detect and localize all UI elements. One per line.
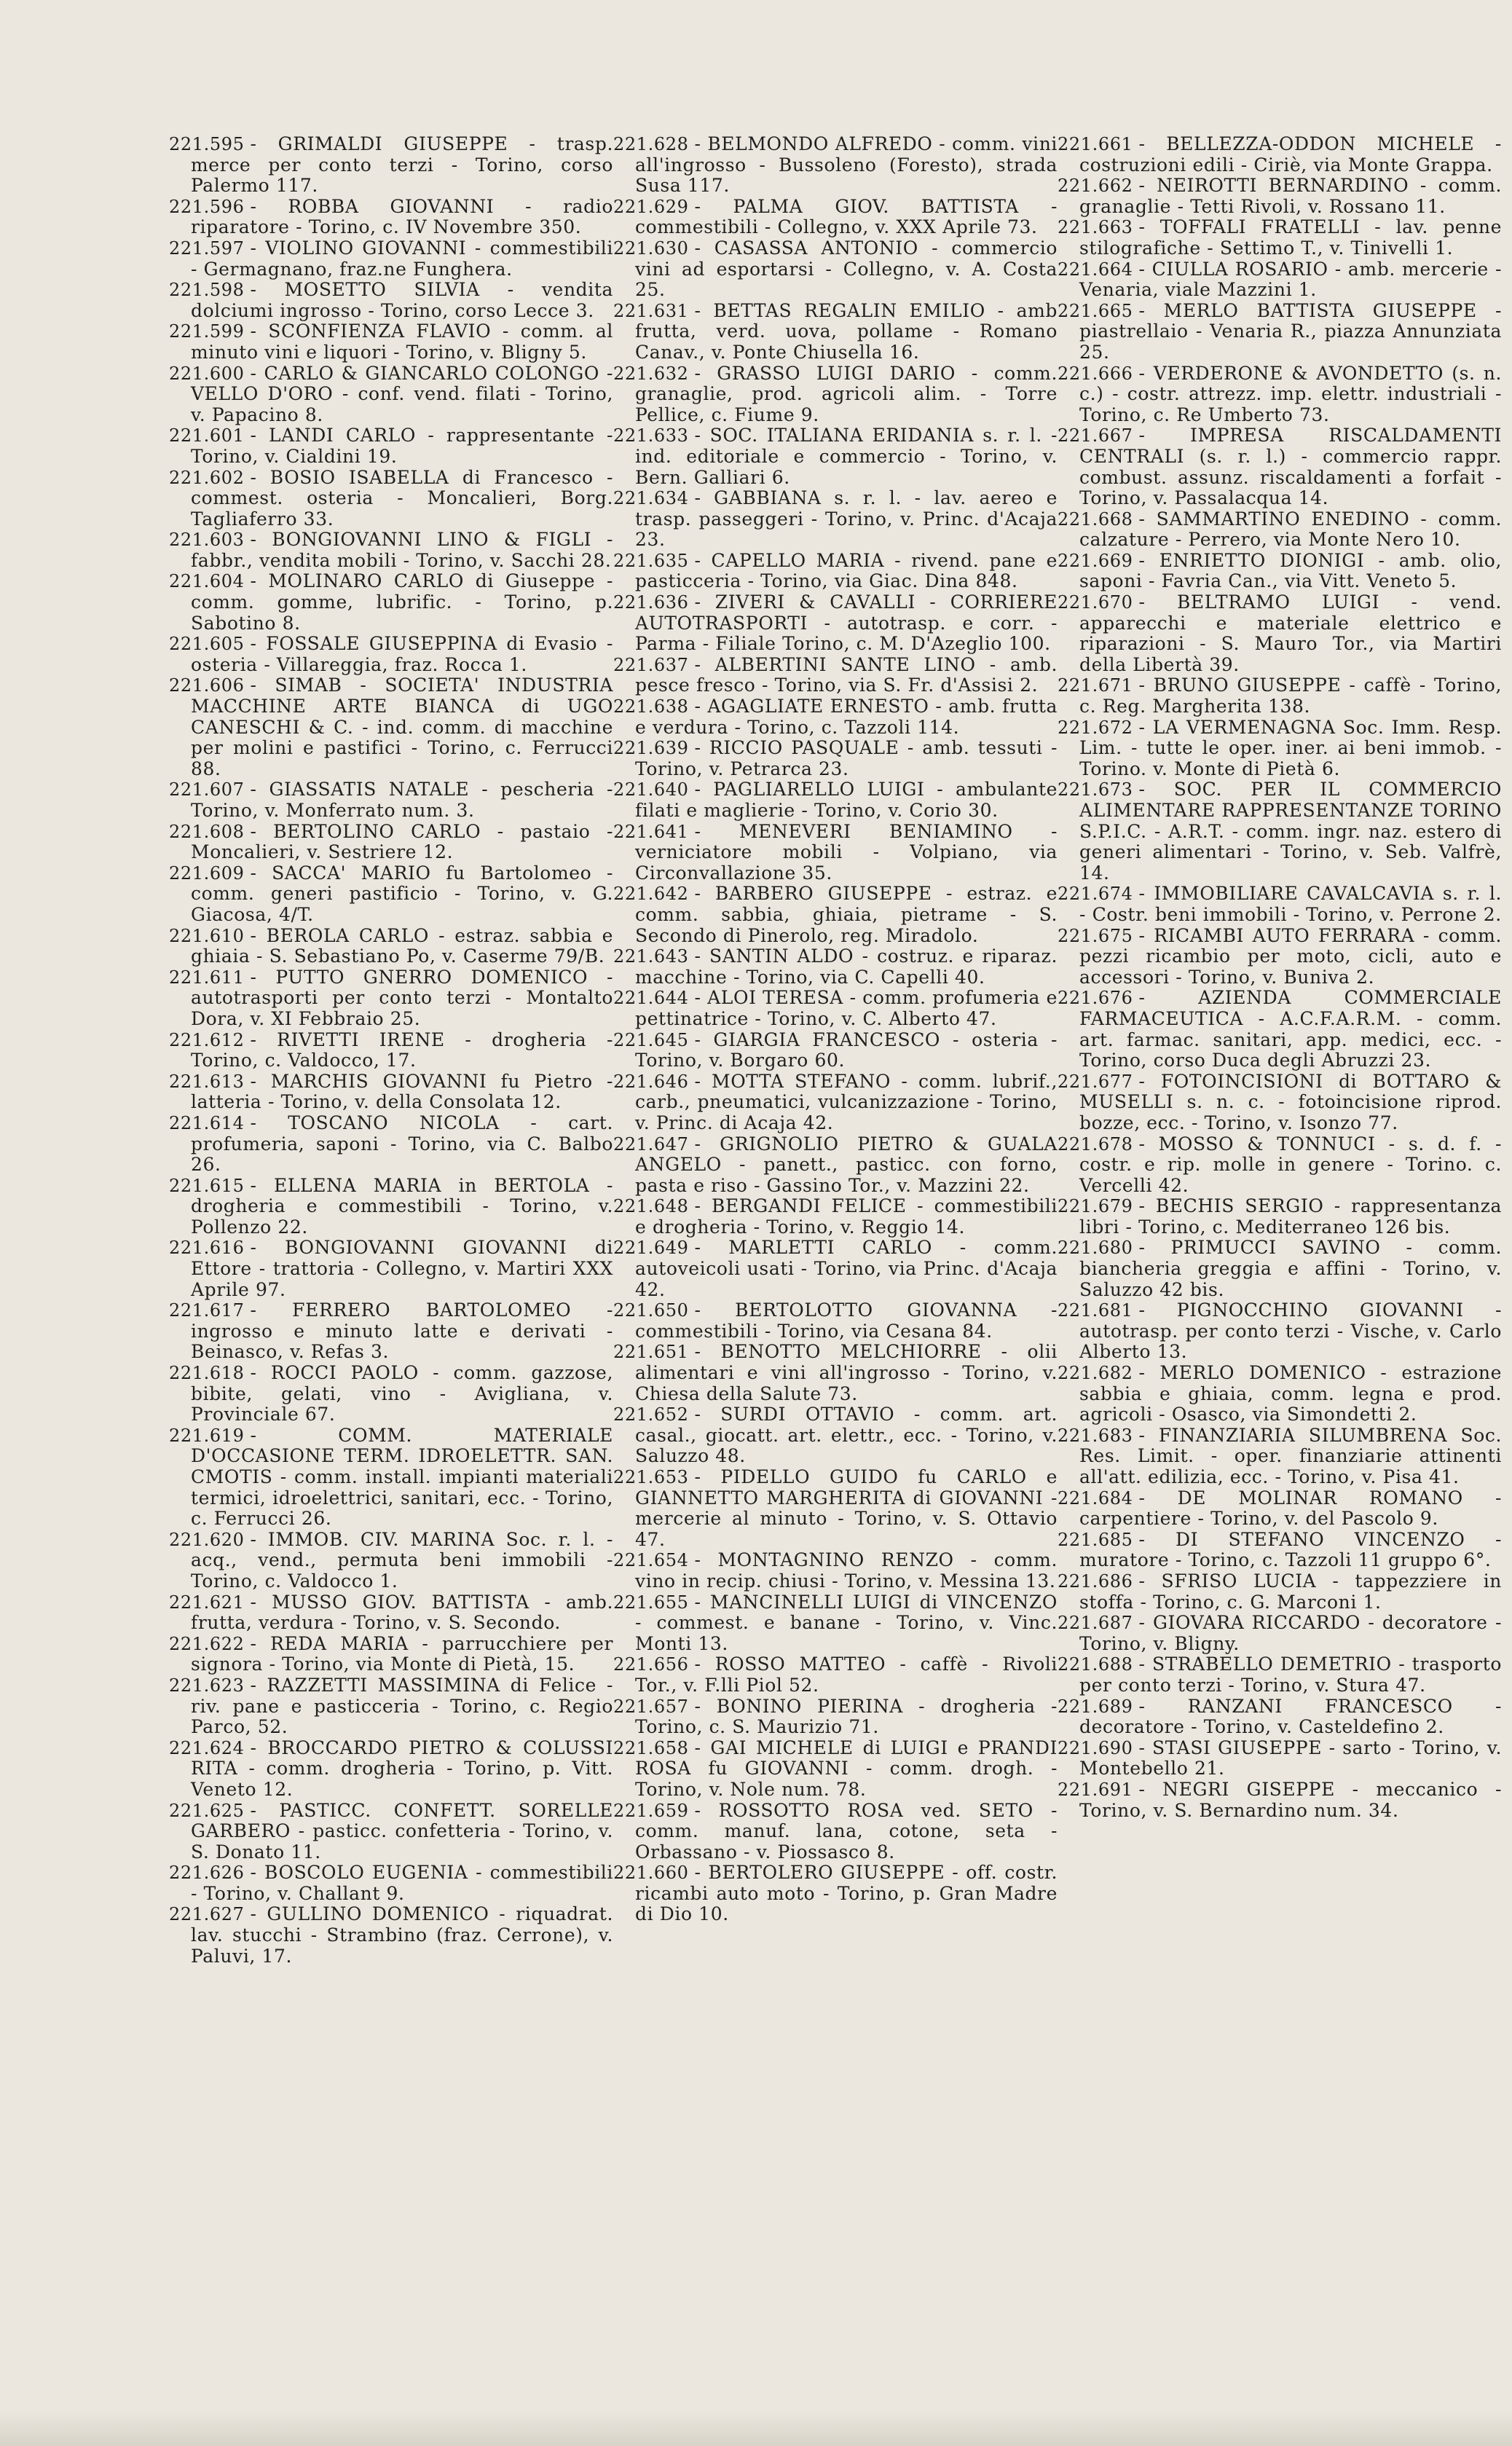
entry-number: 221.659 xyxy=(613,1800,689,1821)
entry-text: - AGAGLIATE ERNESTO - amb. frutta e verdura - Torino, c. Tazzoli 114. xyxy=(635,696,1058,738)
entry-number: 221.615 xyxy=(169,1175,245,1196)
directory-entry xyxy=(613,946,1058,988)
directory-entry xyxy=(613,779,1058,821)
entry-number: 221.611 xyxy=(169,967,245,988)
entry-number: 221.660 xyxy=(613,1863,689,1884)
directory-entry xyxy=(169,238,613,280)
entry-text: - NEIROTTI BERNARDINO - comm. granaglie - Tetti Rivoli, v. Rossano 11. xyxy=(1079,175,1502,217)
directory-entry xyxy=(1058,363,1502,426)
entry-text: - BROCCARDO PIETRO & COLUSSI RITA - comm. drogheria - Torino, p. Vitt. Veneto 12. xyxy=(191,1737,613,1800)
entry-text: - GRIGNOLIO PIETRO & GUALA ANGELO - panett., pasticc. con forno, pasta e riso - Gassino Tor., v. Mazzini 22. xyxy=(635,1133,1058,1196)
entry-number: 221.630 xyxy=(613,237,689,259)
entry-text: - STRABELLO DEMETRIO - trasporto per conto terzi - Torino, v. Stura 47. xyxy=(1079,1653,1502,1696)
entry-number: 221.690 xyxy=(1058,1737,1133,1758)
entry-number: 221.623 xyxy=(169,1675,245,1696)
entry-number: 221.648 xyxy=(613,1196,689,1217)
entry-number: 221.599 xyxy=(169,321,245,342)
directory-entry xyxy=(613,1030,1058,1071)
entry-text: - ROSSOTTO ROSA ved. SETO - comm. manuf. lana, cotone, seta - Orbassano - v. Piossasco 8. xyxy=(635,1799,1058,1863)
entry-number: 221.637 xyxy=(613,654,689,675)
entry-number: 221.663 xyxy=(1058,217,1133,238)
directory-entry xyxy=(613,1738,1058,1801)
entry-text: - FOTOINCISIONI di BOTTARO & MUSELLI s. n. c. - fotoincisione riprod. bozze, ecc. - Torino, v. Isonzo 77. xyxy=(1079,1070,1502,1133)
entry-number: 221.684 xyxy=(1058,1487,1133,1509)
entry-number: 221.634 xyxy=(613,488,689,509)
directory-entry xyxy=(169,1634,613,1675)
entry-text: - TOSCANO NICOLA - cart. profumeria, saponi - Torino, via C. Balbo 26. xyxy=(191,1112,613,1176)
directory-entry xyxy=(613,1238,1058,1300)
directory-entry xyxy=(169,926,613,967)
directory-entry xyxy=(613,1550,1058,1592)
entry-text: - BERTOLINO CARLO - pastaio - Moncalieri, v. Sestriere 12. xyxy=(191,820,613,863)
directory-entry xyxy=(169,1592,613,1634)
entry-number: 221.666 xyxy=(1058,363,1133,384)
directory-entry xyxy=(169,675,613,779)
directory-entry xyxy=(169,1904,613,1967)
entry-text: - ELLENA MARIA in BERTOLA - drogheria e commestibili - Torino, v. Pollenzo 22. xyxy=(191,1174,613,1238)
entry-number: 221.650 xyxy=(613,1300,689,1321)
directory-entry xyxy=(1058,1530,1502,1571)
entry-text: - DI STEFANO VINCENZO - muratore - Torino, c. Tazzoli 11 gruppo 6°. xyxy=(1079,1528,1502,1571)
entry-text: - GIARGIA FRANCESCO - osteria - Torino, v. Borgaro 60. xyxy=(635,1029,1058,1071)
directory-entry xyxy=(613,1592,1058,1655)
entry-text: - PIDELLO GUIDO fu CARLO e GIANNETTO MARGHERITA di GIOVANNI - mercerie al minuto - Torino, v. S. Ottavio 47. xyxy=(635,1466,1058,1550)
entry-text: - IMPRESA RISCALDAMENTI CENTRALI (s. r. l.) - commercio rappr. combust. assunz. riscaldamenti a forfait - Torino, v. Passalacqua 14. xyxy=(1079,425,1502,509)
entry-text: - BRUNO GIUSEPPE - caffè - Torino, c. Reg. Margherita 138. xyxy=(1079,675,1502,717)
directory-entry xyxy=(1058,509,1502,551)
entry-number: 221.672 xyxy=(1058,717,1133,738)
directory-entry xyxy=(1058,259,1502,301)
entry-text: - GULLINO DOMENICO - riquadrat. lav. stucchi - Strambino (fraz. Cerrone), v. Paluvi, 17. xyxy=(191,1903,613,1967)
entry-text: - LA VERMENAGNA Soc. Imm. Resp. Lim. - tutte le oper. iner. ai beni immob. - Torino. v. Monte di Pietà 6. xyxy=(1079,716,1502,779)
entry-text: - BETTAS REGALIN EMILIO - amb frutta, verd. uova, pollame - Romano Canav., v. Ponte Chiusella 16. xyxy=(635,299,1058,363)
entry-number: 221.682 xyxy=(1058,1363,1133,1384)
entry-text: - RAZZETTI MASSIMINA di Felice - riv. pane e pasticceria - Torino, c. Regio Parco, 52. xyxy=(191,1674,613,1738)
entry-text: - ENRIETTO DIONIGI - amb. olio, saponi - Favria Can., via Vitt. Veneto 5. xyxy=(1079,549,1502,592)
entry-number: 221.601 xyxy=(169,425,245,447)
entry-number: 221.680 xyxy=(1058,1238,1133,1259)
entry-number: 221.644 xyxy=(613,988,689,1009)
entry-text: - MENEVERI BENIAMINO - verniciatore mobili - Volpiano, via Circonvallazione 35. xyxy=(635,820,1058,884)
directory-entry xyxy=(1058,1780,1502,1821)
entry-number: 221.638 xyxy=(613,696,689,717)
directory-entry xyxy=(613,1404,1058,1467)
entry-number: 221.641 xyxy=(613,821,689,842)
entry-text: - SCONFIENZA FLAVIO - comm. al minuto vini e liquori - Torino, v. Bligny 5. xyxy=(191,321,613,363)
directory-entry xyxy=(169,1176,613,1238)
entry-number: 221.671 xyxy=(1058,675,1133,696)
entry-number: 221.678 xyxy=(1058,1133,1133,1155)
entry-number: 221.681 xyxy=(1058,1300,1133,1321)
entry-number: 221.651 xyxy=(613,1342,689,1363)
entry-number: 221.622 xyxy=(169,1633,245,1654)
directory-entry xyxy=(1058,1425,1502,1488)
directory-entry xyxy=(1058,884,1502,925)
directory-entry xyxy=(613,1196,1058,1238)
entry-number: 221.654 xyxy=(613,1550,689,1571)
directory-entry xyxy=(169,1530,613,1592)
directory-entry xyxy=(169,822,613,863)
entry-number: 221.625 xyxy=(169,1800,245,1821)
directory-entry xyxy=(613,988,1058,1029)
directory-entry xyxy=(613,1863,1058,1925)
entry-text: - BERGANDI FELICE - commestibili e drogheria - Torino, v. Reggio 14. xyxy=(635,1195,1058,1238)
entry-number: 221.689 xyxy=(1058,1696,1133,1717)
entry-text: - BARBERO GIUSEPPE - estraz. e comm. sabbia, ghiaia, pietrame - S. Secondo di Pinerolo, reg. Miradolo. xyxy=(635,883,1058,946)
entry-number: 221.607 xyxy=(169,779,245,801)
entry-number: 221.677 xyxy=(1058,1071,1133,1092)
entry-number: 221.674 xyxy=(1058,884,1133,905)
entry-text: - GIASSATIS NATALE - pescheria - Torino, v. Monferrato num. 3. xyxy=(191,779,613,821)
directory-entry xyxy=(613,238,1058,301)
directory-entry xyxy=(169,1030,613,1071)
entry-text: - GRIMALDI GIUSEPPE - trasp. merce per conto terzi - Torino, corso Palermo 117. xyxy=(191,133,613,197)
directory-entry xyxy=(613,1134,1058,1197)
directory-entry xyxy=(1058,551,1502,592)
entry-text: - GRASSO LUIGI DARIO - comm. granaglie, prod. agricoli alim. - Torre Pellice, c. Fiume 9. xyxy=(635,362,1058,425)
entry-text: - TOFFALI FRATELLI - lav. penne stilografiche - Settimo T., v. Tinivelli 1. xyxy=(1079,216,1502,259)
directory-entry xyxy=(1058,1196,1502,1238)
entry-number: 221.642 xyxy=(613,884,689,905)
directory-entry xyxy=(169,1738,613,1801)
directory-entry xyxy=(613,301,1058,363)
entry-text: - RICAMBI AUTO FERRARA - comm. pezzi ricambio per moto, cicli, auto e accessori - Torino, v. Buniva 2. xyxy=(1079,924,1502,988)
entry-text: - CASASSA ANTONIO - commercio vini ad esportarsi - Collegno, v. A. Costa 25. xyxy=(635,237,1058,301)
column-3 xyxy=(1058,134,1502,1821)
directory-entry xyxy=(169,1300,613,1363)
directory-entry xyxy=(1058,926,1502,988)
entry-number: 221.662 xyxy=(1058,176,1133,197)
directory-entry xyxy=(169,1863,613,1904)
entry-number: 221.676 xyxy=(1058,988,1133,1009)
directory-entry xyxy=(169,425,613,467)
directory-entry xyxy=(613,1342,1058,1404)
entry-text: - BEROLA CARLO - estraz. sabbia e ghiaia - S. Sebastiano Po, v. Caserme 79/B. xyxy=(191,924,613,967)
entry-text: - SACCA' MARIO fu Bartolomeo - comm. generi pastificio - Torino, v. G. Giacosa, 4/T. xyxy=(191,862,613,925)
entry-text: - MOSSO & TONNUCI - s. d. f. - costr. e rip. molle in genere - Torino. c. Vercelli 42. xyxy=(1079,1133,1502,1196)
entry-number: 221.627 xyxy=(169,1904,245,1925)
directory-entry xyxy=(613,488,1058,551)
entry-number: 221.636 xyxy=(613,592,689,613)
entry-text: - PASTICC. CONFETT. SORELLE GARBERO - pasticc. confetteria - Torino, v. S. Donato 11. xyxy=(191,1799,613,1863)
entry-text: - BERTOLERO GIUSEPPE - off. costr. ricambi auto moto - Torino, p. Gran Madre di Dio 10. xyxy=(635,1862,1058,1925)
directory-entry xyxy=(169,1425,613,1530)
entry-text: - ZIVERI & CAVALLI - CORRIERE AUTOTRASPORTI - autotrasp. e corr. - Parma - Filiale Torino, c. M. D'Azeglio 100. xyxy=(635,591,1058,655)
entry-number: 221.596 xyxy=(169,196,245,217)
directory-entry xyxy=(613,1654,1058,1696)
entry-text: - CAPELLO MARIA - rivend. pane e pasticceria - Torino, via Giac. Dina 848. xyxy=(635,549,1058,592)
directory-entry xyxy=(613,1467,1058,1550)
directory-entry xyxy=(1058,1571,1502,1613)
entry-number: 221.604 xyxy=(169,571,245,592)
entry-text: - BELMONDO ALFREDO - comm. vini all'ingrosso - Bussoleno (Foresto), strada Susa 117. xyxy=(635,133,1058,197)
entry-text: - PIGNOCCHINO GIOVANNI - autotrasp. per conto terzi - Vische, v. Carlo Alberto 13. xyxy=(1079,1299,1502,1363)
entry-number: 221.679 xyxy=(1058,1196,1133,1217)
directory-entry xyxy=(1058,1300,1502,1363)
entry-text: - MOLINARO CARLO di Giuseppe - comm. gomme, lubrific. - Torino, p. Sabotino 8. xyxy=(191,570,613,634)
entry-text: - CARLO & GIANCARLO COLONGO - VELLO D'ORO - conf. vend. filati - Torino, v. Papacino 8. xyxy=(191,362,613,425)
column-1 xyxy=(169,134,613,1967)
entry-text: - ROBBA GIOVANNI - radio riparatore - Torino, c. IV Novembre 350. xyxy=(191,195,613,238)
entry-number: 221.595 xyxy=(169,134,245,154)
directory-entry xyxy=(1058,301,1502,363)
directory-entry xyxy=(169,1113,613,1176)
entry-number: 221.608 xyxy=(169,821,245,842)
entry-text: - RIVETTI IRENE - drogheria - Torino, c. Valdocco, 17. xyxy=(191,1029,613,1071)
entry-text: - SANTIN ALDO - costruz. e riparaz. macchine - Torino, via C. Capelli 40. xyxy=(635,945,1058,988)
entry-number: 221.688 xyxy=(1058,1654,1133,1675)
directory-entry xyxy=(169,634,613,675)
entry-text: - PAGLIARELLO LUIGI - ambulante filati e maglierie - Torino, v. Corio 30. xyxy=(635,779,1058,821)
entry-text: - SOC. PER IL COMMERCIO ALIMENTARE RAPPRESENTANZE TORINO S.P.I.C. - A.R.T. - comm. ingr. naz. estero di generi alimentari - Torino, v. Seb. Valfrè, 14. xyxy=(1079,779,1502,884)
entry-number: 221.631 xyxy=(613,300,689,321)
entry-number: 221.646 xyxy=(613,1071,689,1092)
entry-text: - SOC. ITALIANA ERIDANIA s. r. l. - ind. editoriale e commercio - Torino, v. Bern. Galliari 6. xyxy=(635,425,1058,488)
directory-entry xyxy=(1058,176,1502,217)
entry-number: 221.598 xyxy=(169,280,245,301)
entry-number: 221.640 xyxy=(613,779,689,801)
directory-entry xyxy=(1058,1696,1502,1738)
directory-entry xyxy=(169,779,613,821)
directory-entry xyxy=(169,530,613,571)
entry-number: 221.614 xyxy=(169,1112,245,1133)
entry-text: - BECHIS SERGIO - rappresentanza libri - Torino, c. Mediterraneo 126 bis. xyxy=(1079,1195,1502,1238)
entry-number: 221.603 xyxy=(169,530,245,551)
entry-text: - MANCINELLI LUIGI di VINCENZO - commest. e banane - Torino, v. Vinc. Monti 13. xyxy=(635,1591,1058,1654)
directory-entry xyxy=(169,1801,613,1863)
entry-number: 221.597 xyxy=(169,237,245,259)
entry-number: 221.687 xyxy=(1058,1613,1133,1634)
entry-text: - SIMAB - SOCIETA' INDUSTRIA MACCHINE ARTE BIANCA di UGO CANESCHI & C. - ind. comm. di macchine per molini e pastifici - Torino, c. Ferrucci 88. xyxy=(191,675,613,779)
entry-text: - DE MOLINAR ROMANO - carpentiere - Torino, v. del Pascolo 9. xyxy=(1079,1487,1502,1530)
entry-number: 221.632 xyxy=(613,363,689,384)
entry-text: - STASI GIUSEPPE - sarto - Torino, v. Montebello 21. xyxy=(1079,1737,1502,1780)
directory-entry xyxy=(1058,1488,1502,1530)
entry-text: - COMM. MATERIALE D'OCCASIONE TERM. IDROELETTR. SAN. CMOTIS - comm. install. impianti materiali termici, idroelettrici, sanitari, ecc. - Torino, c. Ferrucci 26. xyxy=(191,1424,613,1530)
entry-number: 221.668 xyxy=(1058,508,1133,530)
entry-number: 221.618 xyxy=(169,1363,245,1384)
entry-text: - BOSIO ISABELLA di Francesco - commest. osteria - Moncalieri, Borg. Tagliaferro 33. xyxy=(191,466,613,530)
directory-entry xyxy=(613,1801,1058,1863)
entry-number: 221.691 xyxy=(1058,1779,1133,1800)
directory-entry xyxy=(169,1238,613,1300)
entry-text: - FINANZIARIA SILUMBRENA Soc. Res. Limit. - oper. finanziarie attinenti all'att. edilizia, ecc. - Torino, v. Pisa 41. xyxy=(1079,1424,1502,1487)
directory-entry xyxy=(1058,988,1502,1071)
directory-entry xyxy=(169,197,613,238)
entry-number: 221.639 xyxy=(613,738,689,759)
directory-entry xyxy=(1058,1613,1502,1654)
entry-text: - SURDI OTTAVIO - comm. art. casal., giocatt. art. elettr., ecc. - Torino, v. Saluzzo 48. xyxy=(635,1404,1058,1467)
entry-number: 221.675 xyxy=(1058,925,1133,946)
directory-entry xyxy=(613,197,1058,238)
directory-entry xyxy=(1058,425,1502,508)
entry-number: 221.626 xyxy=(169,1863,245,1884)
entry-text: - ALOI TERESA - comm. profumeria e pettinatrice - Torino, v. C. Alberto 47. xyxy=(635,987,1058,1029)
entry-number: 221.667 xyxy=(1058,425,1133,447)
entry-number: 221.633 xyxy=(613,425,689,447)
directory-entry xyxy=(169,967,613,1030)
directory-entry xyxy=(1058,1738,1502,1780)
entry-number: 221.658 xyxy=(613,1737,689,1758)
entry-number: 221.647 xyxy=(613,1133,689,1155)
entry-number: 221.619 xyxy=(169,1425,245,1446)
directory-entry xyxy=(613,696,1058,738)
entry-number: 221.657 xyxy=(613,1696,689,1717)
directory-entry xyxy=(613,655,1058,696)
entry-text: - IMMOB. CIV. MARINA Soc. r. l. - acq., vend., permuta beni immobili - Torino, c. Valdocco 1. xyxy=(191,1528,613,1592)
directory-entry xyxy=(169,1675,613,1738)
entry-number: 221.628 xyxy=(613,134,689,154)
entry-number: 221.652 xyxy=(613,1404,689,1425)
directory-entry xyxy=(613,1071,1058,1134)
directory-entry xyxy=(1058,1654,1502,1696)
entry-number: 221.609 xyxy=(169,862,245,884)
entry-text: - MARLETTI CARLO - comm. autoveicoli usati - Torino, via Princ. d'Acaja 42. xyxy=(635,1237,1058,1300)
entry-text: - MONTAGNINO RENZO - comm. vino in recip. chiusi - Torino, v. Messina 13. xyxy=(635,1549,1058,1592)
entry-text: - CIULLA ROSARIO - amb. mercerie - Venaria, viale Mazzini 1. xyxy=(1079,258,1502,301)
entry-number: 221.617 xyxy=(169,1300,245,1321)
entry-text: - LANDI CARLO - rappresentante - Torino, v. Cialdini 19. xyxy=(191,425,613,467)
directory-entry xyxy=(1058,134,1502,176)
entry-text: - MARCHIS GIOVANNI fu Pietro - latteria - Torino, v. della Consolata 12. xyxy=(191,1070,613,1113)
directory-entry xyxy=(1058,592,1502,675)
entry-text: - MOTTA STEFANO - comm. lubrif., carb., pneumatici, vulcanizzazione - Torino, v. Princ. di Acaja 42. xyxy=(635,1070,1058,1133)
entry-text: - RANZANI FRANCESCO - decoratore - Torino, v. Casteldefino 2. xyxy=(1079,1695,1502,1738)
entry-text: - BENOTTO MELCHIORRE - olii alimentari e vini all'ingrosso - Torino, v. Chiesa della Salute 73. xyxy=(635,1341,1058,1404)
entry-text: - ROCCI PAOLO - comm. gazzose, bibite, gelati, vino - Avigliana, v. Provinciale 67. xyxy=(191,1362,613,1425)
directory-entry xyxy=(169,863,613,926)
entry-text: - MERLO DOMENICO - estrazione sabbia e ghiaia, comm. legna e prod. agricoli - Osasco, via Simondetti 2. xyxy=(1079,1362,1502,1425)
entry-text: - PALMA GIOV. BATTISTA - commestibili - Collegno, v. XXX Aprile 73. xyxy=(635,195,1058,238)
directory-entry xyxy=(613,134,1058,197)
entry-text: - BONGIOVANNI LINO & FIGLI - fabbr., vendita mobili - Torino, v. Sacchi 28. xyxy=(191,529,613,571)
entry-text: - IMMOBILIARE CAVALCAVIA s. r. l. - Costr. beni immobili - Torino, v. Perrone 2. xyxy=(1079,883,1502,925)
directory-entry xyxy=(613,884,1058,946)
entry-number: 221.629 xyxy=(613,196,689,217)
directory-entry xyxy=(613,551,1058,592)
entry-text: - VERDERONE & AVONDETTO (s. n. c.) - costr. attrezz. imp. elettr. industriali - Torino, c. Re Umberto 73. xyxy=(1079,362,1502,425)
entry-text: - BERTOLOTTO GIOVANNA - commestibili - Torino, via Cesana 84. xyxy=(635,1299,1058,1342)
entry-number: 221.669 xyxy=(1058,550,1133,571)
entry-text: - ROSSO MATTEO - caffè - Rivoli Tor., v. F.lli Piol 52. xyxy=(635,1653,1058,1696)
entry-text: - SFRISO LUCIA - tappezziere in stoffa - Torino, c. G. Marconi 1. xyxy=(1079,1570,1502,1613)
entry-number: 221.616 xyxy=(169,1238,245,1259)
entry-number: 221.656 xyxy=(613,1654,689,1675)
directory-entry xyxy=(169,321,613,363)
entry-text: - BELTRAMO LUIGI - vend. apparecchi e materiale elettrico e riparazioni - S. Mauro Tor., via Martiri della Libertà 39. xyxy=(1079,591,1502,675)
directory-entry xyxy=(613,822,1058,884)
directory-entry xyxy=(169,280,613,321)
entry-text: - PRIMUCCI SAVINO - comm. biancheria greggia e affini - Torino, v. Saluzzo 42 bis. xyxy=(1079,1237,1502,1300)
directory-entry xyxy=(613,363,1058,426)
entry-number: 221.664 xyxy=(1058,259,1133,280)
entry-text: - SAMMARTINO ENEDINO - comm. calzature - Perrero, via Monte Nero 10. xyxy=(1079,508,1502,551)
directory-entry xyxy=(1058,1071,1502,1134)
entry-number: 221.653 xyxy=(613,1467,689,1487)
entry-number: 221.685 xyxy=(1058,1529,1133,1550)
directory-entry xyxy=(169,1363,613,1425)
entry-text: - PUTTO GNERRO DOMENICO - autotrasporti per conto terzi - Montalto Dora, v. XI Febbraio 25. xyxy=(191,966,613,1029)
entry-number: 221.670 xyxy=(1058,592,1133,613)
entry-number: 221.635 xyxy=(613,550,689,571)
entry-number: 221.686 xyxy=(1058,1570,1133,1592)
directory-entry xyxy=(1058,1134,1502,1197)
directory-entry xyxy=(1058,675,1502,717)
entry-number: 221.624 xyxy=(169,1737,245,1758)
entry-text: - GIOVARA RICCARDO - decoratore - Torino, v. Bligny. xyxy=(1079,1612,1502,1654)
entry-number: 221.613 xyxy=(169,1071,245,1092)
entry-text: - MERLO BATTISTA GIUSEPPE - piastrellaio - Venaria R., piazza Annunziata 25. xyxy=(1079,299,1502,363)
entry-text: - REDA MARIA - parrucchiere per signora - Torino, via Monte di Pietà, 15. xyxy=(191,1632,613,1675)
directory-entry xyxy=(613,738,1058,779)
column-2 xyxy=(613,134,1058,1925)
entry-text: - NEGRI GISEPPE - meccanico - Torino, v. S. Bernardino num. 34. xyxy=(1079,1778,1502,1821)
entry-number: 221.606 xyxy=(169,675,245,696)
directory-entry xyxy=(613,1300,1058,1342)
directory-entry xyxy=(613,1696,1058,1738)
entry-number: 221.610 xyxy=(169,925,245,946)
directory-entry xyxy=(1058,1363,1502,1425)
entry-text: - RICCIO PASQUALE - amb. tessuti - Torino, v. Petrarca 23. xyxy=(635,737,1058,779)
directory-entry xyxy=(169,1071,613,1113)
entry-text: - VIOLINO GIOVANNI - commestibili - Germagnano, fraz.ne Funghera. xyxy=(191,237,613,280)
entry-number: 221.643 xyxy=(613,946,689,967)
entry-number: 221.665 xyxy=(1058,300,1133,321)
page-bottom-edge xyxy=(0,2410,1512,2446)
entry-number: 221.621 xyxy=(169,1592,245,1613)
entry-number: 221.605 xyxy=(169,634,245,655)
directory-entry xyxy=(169,468,613,530)
entry-text: - MOSETTO SILVIA - vendita dolciumi ingrosso - Torino, corso Lecce 3. xyxy=(191,279,613,321)
directory-entry xyxy=(1058,717,1502,780)
entry-number: 221.612 xyxy=(169,1029,245,1050)
entry-text: - BELLEZZA-ODDON MICHELE - costruzioni edili - Ciriè, via Monte Grappa. xyxy=(1079,133,1502,176)
entry-number: 221.655 xyxy=(613,1592,689,1613)
entry-text: - FOSSALE GIUSEPPINA di Evasio - osteria - Villareggia, fraz. Rocca 1. xyxy=(191,633,613,675)
entry-text: - MUSSO GIOV. BATTISTA - amb. frutta, verdura - Torino, v. S. Secondo. xyxy=(191,1591,613,1634)
entry-number: 221.600 xyxy=(169,363,245,384)
entry-number: 221.683 xyxy=(1058,1425,1133,1446)
directory-entry xyxy=(1058,217,1502,259)
directory-entry xyxy=(613,592,1058,655)
entry-text: - ALBERTINI SANTE LINO - amb. pesce fresco - Torino, via S. Fr. d'Assisi 2. xyxy=(635,653,1058,696)
directory-entry xyxy=(1058,1238,1502,1300)
directory-entry xyxy=(1058,779,1502,884)
entry-text: - BONGIOVANNI GIOVANNI di Ettore - trattoria - Collegno, v. Martiri XXX Aprile 97. xyxy=(191,1237,613,1300)
entry-number: 221.673 xyxy=(1058,779,1133,801)
entry-text: - AZIENDA COMMERCIALE FARMACEUTICA - A.C.F.A.R.M. - comm. art. farmac. sanitari, app. medici, ecc. - Torino, corso Duca degli Abruzzi 23. xyxy=(1079,987,1502,1071)
entry-number: 221.649 xyxy=(613,1238,689,1259)
directory-entry xyxy=(613,425,1058,488)
entry-number: 221.661 xyxy=(1058,134,1133,154)
entry-text: - GAI MICHELE di LUIGI e PRANDI ROSA fu GIOVANNI - comm. drogh. - Torino, v. Nole num. 78. xyxy=(635,1737,1058,1800)
entry-text: - GABBIANA s. r. l. - lav. aereo e trasp. passeggeri - Torino, v. Princ. d'Acaja 23. xyxy=(635,487,1058,551)
entry-number: 221.620 xyxy=(169,1529,245,1550)
directory-entry xyxy=(169,134,613,197)
entry-number: 221.602 xyxy=(169,467,245,488)
entry-text: - BOSCOLO EUGENIA - commestibili - Torino, v. Challant 9. xyxy=(191,1862,613,1904)
entry-text: - FERRERO BARTOLOMEO - ingrosso e minuto latte e derivati - Beinasco, v. Refas 3. xyxy=(191,1299,613,1363)
directory-entry xyxy=(169,571,613,634)
directory-entry xyxy=(169,363,613,426)
entry-text: - BONINO PIERINA - drogheria - Torino, c. S. Maurizio 71. xyxy=(635,1695,1058,1738)
entry-number: 221.645 xyxy=(613,1029,689,1050)
